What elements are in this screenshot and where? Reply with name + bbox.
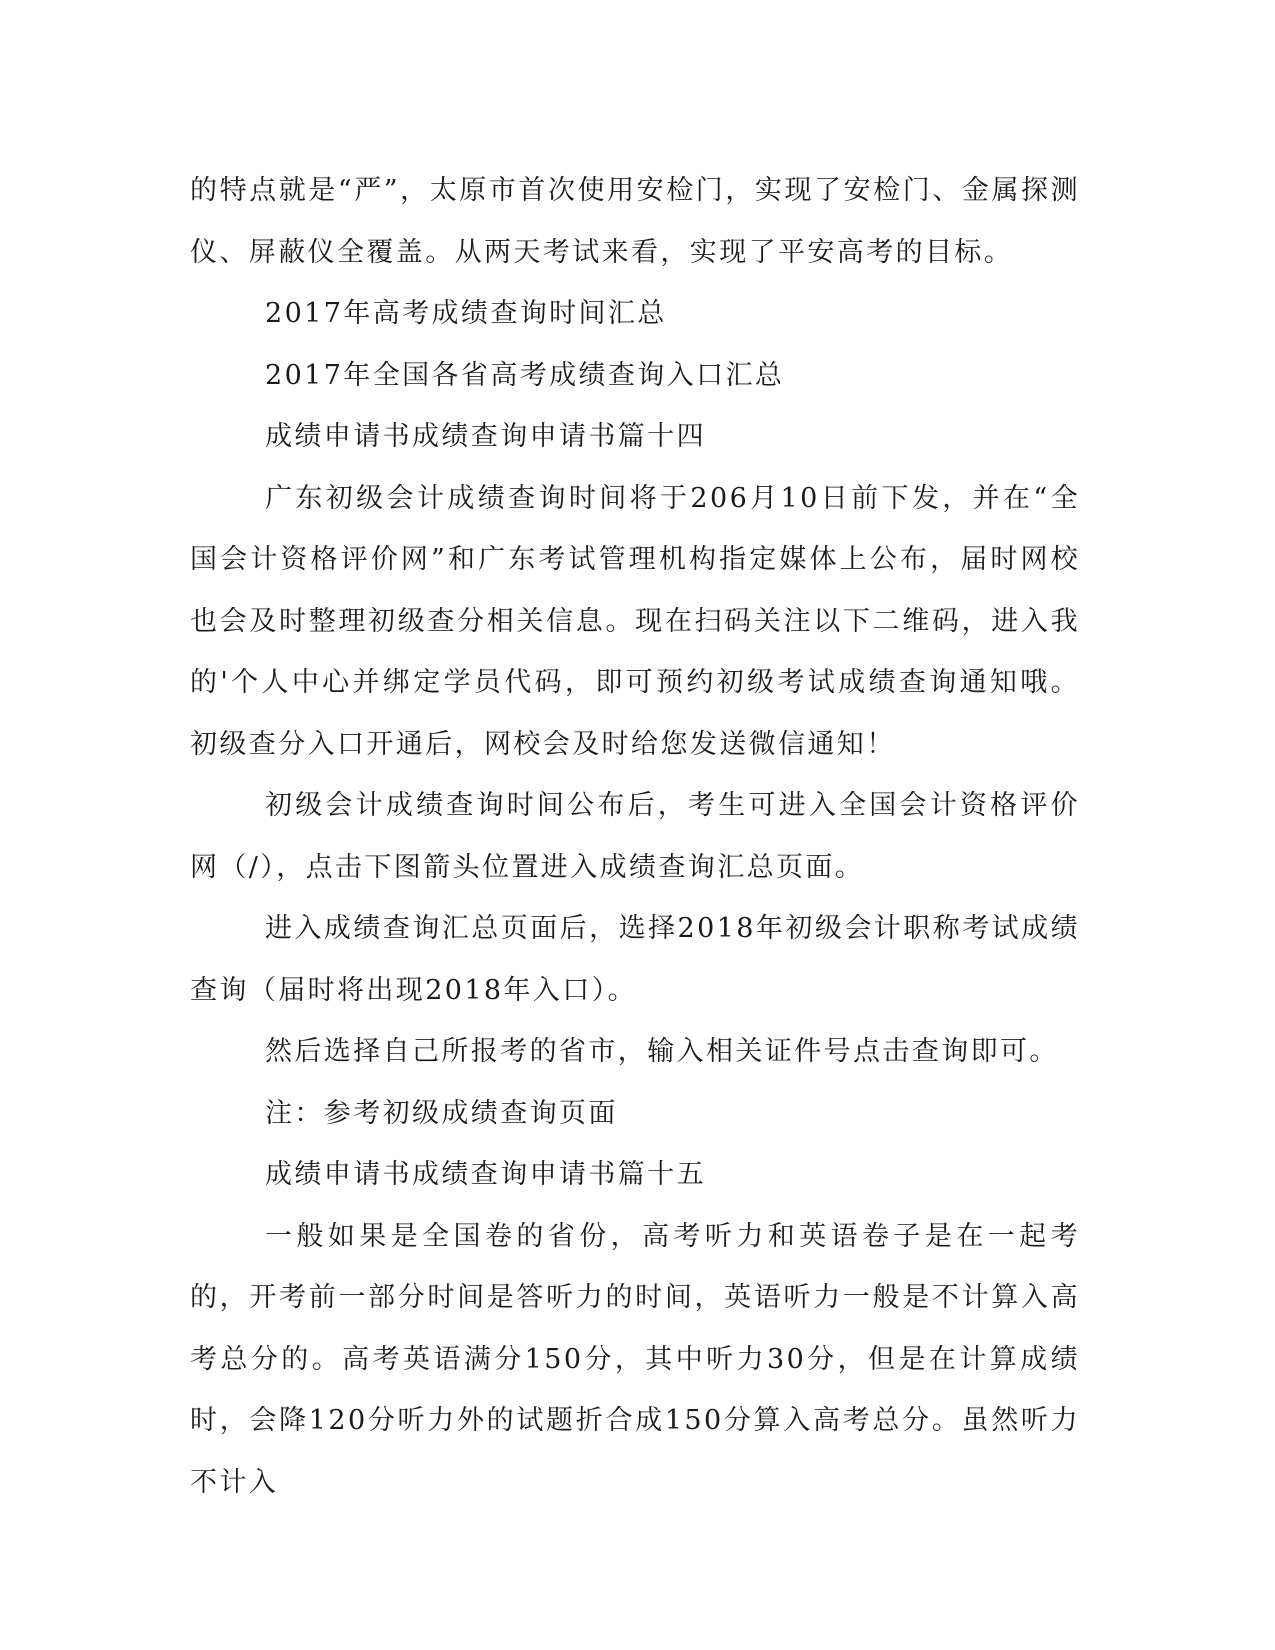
paragraph: 进入成绩查询汇总页面后，选择2018年初级会计职称考试成绩查询（届时将出现2018年入口）。 xyxy=(190,913,1080,1006)
section-heading: 成绩申请书成绩查询申请书篇十四 xyxy=(265,421,706,452)
paragraph: 广东初级会计成绩查询时间将于206月10日前下发，并在“全国会计资格评价网”和广东考试管理机构指定媒体上公布，届时网校也会及时整理初级查分相关信息。现在扫码关注以下二维码，进入我的'个人中心并绑定学员代码，即可预约初级考试成绩查询通知哦。初级查分入口开通后，网校会及时给您发送微信通知！ xyxy=(190,482,1080,760)
paragraph: 2017年全国各省高考成绩查询入口汇总 xyxy=(265,359,785,391)
paragraph: 注：参考初级成绩查询页面 xyxy=(265,1097,618,1129)
paragraph: 的特点就是“严”，太原市首次使用安检门，实现了安检门、金属探测仪、屏蔽仪全覆盖。从两天考试来看，实现了平安高考的目标。 xyxy=(190,175,1080,268)
paragraph: 2017年高考成绩查询时间汇总 xyxy=(265,298,667,329)
paragraph: 然后选择自己所报考的省市，输入相关证件号点击查询即可。 xyxy=(265,1036,1059,1067)
document-body xyxy=(190,160,1080,1513)
section-heading: 成绩申请书成绩查询申请书篇十五 xyxy=(265,1159,706,1190)
paragraph: 一般如果是全国卷的省份，高考听力和英语卷子是在一起考的，开考前一部分时间是答听力的时间，英语听力一般是不计算入高考总分的。高考英语满分150分，其中听力30分，但是在计算成绩时，会降120分听力外的试题折合成150分算入高考总分。虽然听力不计入 xyxy=(190,1220,1080,1498)
paragraph: 初级会计成绩查询时间公布后，考生可进入全国会计资格评价网（/），点击下图箭头位置进入成绩查询汇总页面。 xyxy=(190,790,1080,883)
